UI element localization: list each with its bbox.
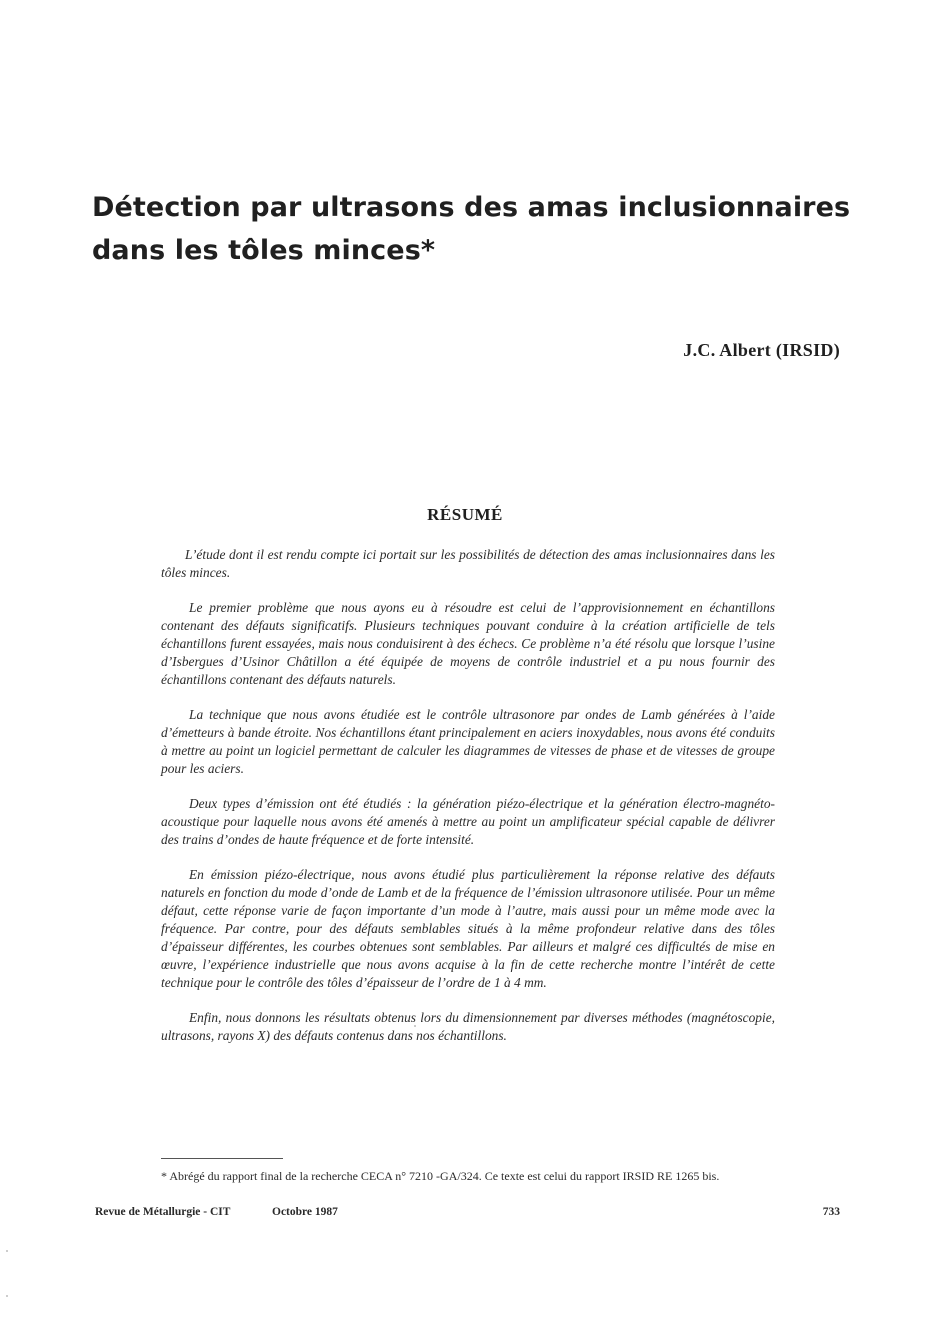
page-number: 733 [822, 1206, 840, 1218]
scan-speck [6, 1295, 8, 1297]
title-line-2: dans les tôles minces* [92, 235, 436, 266]
scan-speck [6, 1250, 8, 1252]
abstract-paragraph: La technique que nous avons étudiée est le contrôle ultrasonore par ondes de Lamb générées à l’aide d’émetteurs à bande étroite. Nos échantillons étant principalement en aciers inoxydables, nous avons été conduits à mettre au point un logiciel permettant de calculer les diagrammes de vitesses de phase et de vitesses de groupe pour les aciers. [161, 707, 775, 776]
title-line-1: Détection par ultrasons des amas inclusionnaires [92, 192, 851, 223]
abstract-paragraph: Enfin, nous donnons les résultats obtenus lors du dimensionnement par diverses méthodes (magnétoscopie, ultrasons, rayons X) des défauts contenus dans nos échantillons. [161, 1010, 775, 1043]
footer-date: Octobre 1987 [272, 1206, 338, 1218]
abstract-paragraph: Le premier problème que nous ayons eu à résoudre est celui de l’approvisionnement en échantillons contenant des défauts significatifs. Plusieurs techniques pouvant conduire à la création artificielle de tels échantillons furent essayées, mais nous conduisirent à des échecs. Ce problème n’a été résolu que lorsque l’usine d’Isbergues d’Usinor Châtillon a été équipée de moyens de contrôle industriel et a pu nous fournir des échantillons contenant des défauts naturels. [161, 600, 775, 687]
footnote-separator [161, 1158, 283, 1159]
footnote: * Abrégé du rapport final de la recherche CECA n° 7210 -GA/324. Ce texte est celui du rapport IRSID RE 1265 bis. [161, 1169, 720, 1183]
scan-speck [414, 1025, 416, 1027]
footer-journal: Revue de Métallurgie - CIT [95, 1206, 231, 1218]
abstract-heading: RÉSUMÉ [427, 505, 503, 524]
abstract-paragraph: Deux types d’émission ont été étudiés : la génération piézo-électrique et la génération électro-magnéto-acoustique pour laquelle nous avons été amenés à mettre au point un amplificateur spécial capable de délivrer des trains d’ondes de haute fréquence et de forte intensité. [161, 796, 775, 847]
abstract-paragraph: En émission piézo-électrique, nous avons étudié plus particulièrement la réponse relative des défauts naturels en fonction du mode d’onde de Lamb et de la fréquence de l’émission ultrasonore utilisée. Pour un même défaut, cette réponse varie de façon importante d’un mode à l’autre, mais aussi pour un même mode avec la fréquence. Par contre, pour des défauts semblables situés à la même profondeur relative dans des tôles d’épaisseur différentes, les courbes obtenues sont semblables. Par ailleurs et malgré ces difficultés de mise en œuvre, l’expérience industrielle que nous avons acquise à la fin de cette recherche montre l’intérêt de cette technique pour le contrôle des tôles d’épaisseur de l’ordre de 1 à 4 mm. [161, 867, 775, 990]
article-title [92, 186, 882, 272]
abstract-paragraph: L’étude dont il est rendu compte ici portait sur les possibilités de détection des amas inclusionnaires dans les tôles minces. [161, 547, 775, 580]
abstract-body [161, 546, 775, 1062]
author-line: J.C. Albert (IRSID) [683, 340, 840, 360]
